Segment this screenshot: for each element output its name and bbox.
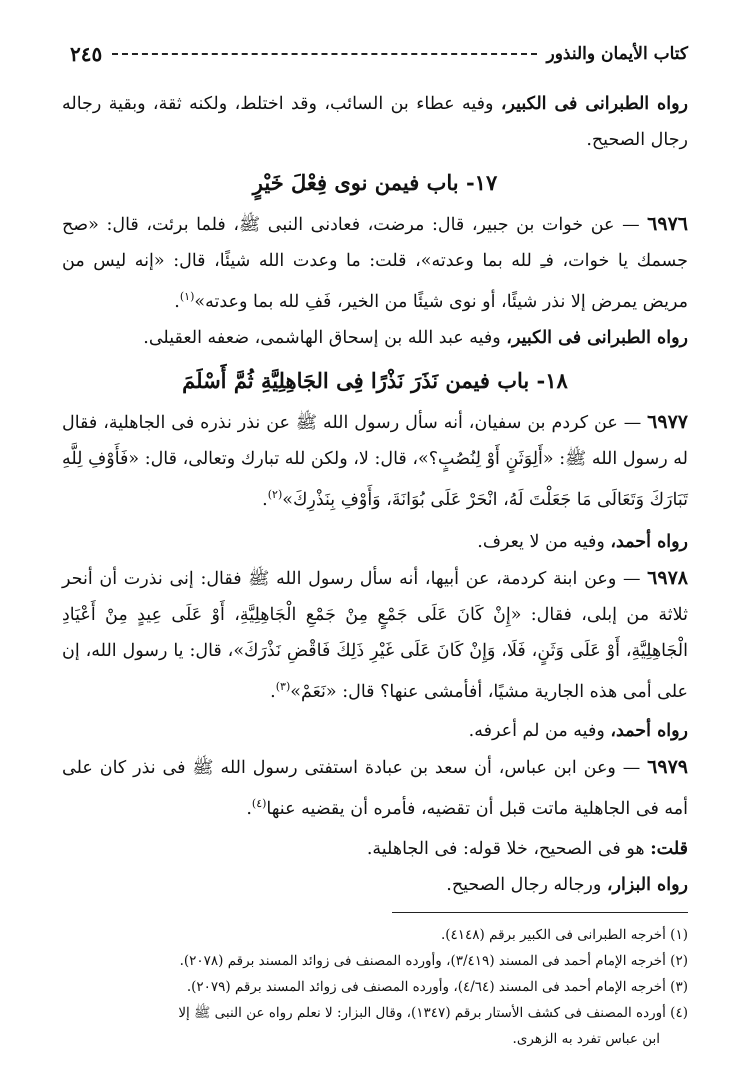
narrator-source: رواه أحمد،: [610, 721, 688, 742]
narrator-source: رواه البزار،: [606, 875, 688, 896]
footnote-separator: [392, 912, 688, 913]
author-remark: [62, 831, 688, 867]
narrator-source: رواه الطبرانى فى الكبير،: [506, 327, 688, 348]
footnote-ref: (٢): [267, 487, 283, 501]
hadith-number: ٦٩٧٨: [647, 566, 688, 589]
footnote-2: (٢) أخرجه الإمام أحمد فى المسند (٣/٤١٩)، وأورده المصنف فى زوائد المسند برقم (٢٠٧٨).: [179, 953, 688, 969]
footnote-3: (٣) أخرجه الإمام أحمد فى المسند (٤/٦٤)، وأورده المصنف فى زوائد المسند برقم (٢٠٧٩).: [186, 979, 688, 995]
hadith-text: — وعن ابن عباس، أن سعد بن عبادة استفتى رسول الله ﷺ فى نذر كان على أمه فى الجاهلية ماتت قبل أن تقضيه، فأمره أن يقضيه عنها: [62, 758, 688, 820]
narration-note: [62, 524, 688, 560]
hadith-6977: ٦٩٧٧ — عن كردم بن سفيان، أنه سأل رسول الله ﷺ عن نذر نذره فى الجاهلية، فقال له رسول الله ﷺ: «أَلِوَثَنٍ أَوْ لِنُصُبٍ؟»، قال: لا، ولكن لله تبارك وتعالى، قال: «فَأَوْفِ لِلَّهِ تَبَارَكَ وَتَعَالَى مَا جَعَلْتَ لَهُ، انْحَرْ عَلَى بُوَانَةَ، وَأَوْفِ بِنَذْرِكَ»$^{(٢)}$.: [62, 410, 688, 510]
narration-text: وفيه عطاء بن السائب، وقد اختلط، ولكنه ثقة، وبقية رجاله رجال الصحيح.: [62, 94, 688, 150]
narration-note: [62, 320, 688, 356]
remark-text: هو فى الصحيح، خلا قوله: فى الجاهلية.: [366, 839, 651, 860]
hadith-number: ٦٩٧٩: [647, 756, 688, 779]
main-text: [62, 86, 688, 903]
remark-label: قلت:: [650, 839, 688, 860]
footnotes: [40, 922, 688, 1052]
hadith-number: ٦٩٧٦: [647, 213, 688, 235]
narration-text: وفيه من لم أعرفه.: [468, 721, 611, 742]
chapter-heading-18: ١٨- باب فيمن نَذَرَ نَذْرًا فِى الجَاهِلِيَّةِ ثُمَّ أَسْلَمَ: [182, 367, 568, 393]
hadith-6979: ٦٩٧٩ — وعن ابن عباس، أن سعد بن عبادة استفتى رسول الله ﷺ فى نذر كان على أمه فى الجاهلية ماتت قبل أن تقضيه، فأمره أن يقضيه عنها$^{(٤)}$.: [62, 756, 688, 820]
hadith-text: — عن خوات بن جبير، قال: مرضت، فعادنى النبى ﷺ، فلما برئت، قال: «صح جسمك يا خوات، فـِ لله بما وعدته»، قلت: ما وعدت الله شيئًا، قال: «إنه ليس من مريض يمرض إلا نذر شيئًا، أو نوى شيئًا من الخير، فَفِ لله بما وعدته»: [62, 215, 688, 312]
narration-note: [62, 713, 688, 749]
hadith-text: — عن كردم بن سفيان، أنه سأل رسول الله ﷺ عن نذر نذره فى الجاهلية، فقال له رسول الله ﷺ: «أَلِوَثَنٍ أَوْ لِنُصُبٍ؟»، قال: لا، ولكن لله تبارك وتعالى، قال: «فَأَوْفِ لِلَّهِ تَبَارَكَ وَتَعَالَى مَا جَعَلْتَ لَهُ، انْحَرْ عَلَى بُوَانَةَ، وَأَوْفِ بِنَذْرِكَ»: [62, 412, 688, 510]
book-title: كتاب الأيمان والنذور: [546, 44, 688, 64]
chapter-heading-17: ١٧- باب فيمن نوى فِعْلَ خَيْرٍ: [252, 170, 498, 195]
footnote-ref: (٤): [251, 797, 267, 811]
narration-note: [62, 867, 688, 903]
hadith-6978: ٦٩٧٨ — وعن ابنة كردمة، عن أبيها، أنه سأل رسول الله ﷺ فقال: إنى نذرت أن أنحر ثلاثة من إبلى، فقال: «إِنْ كَانَ عَلَى جَمْعٍ مِنْ جَمْعِ الْجَاهِلِيَّةِ، أَوْ عَلَى عِيدٍ مِنْ أَعْيَادِ الْجَاهِلِيَّةِ، أَوْ عَلَى وَثَنٍ، فَلَا، وَإِنْ كَانَ عَلَى غَيْرِ ذَلِكَ فَاقْضِ نَذْرَكَ»، قال: يا رسول الله، إن على أمى هذه الجارية مشيًا، أفأمشى عنها؟ قال: «نَعَمْ»$^{(٣)}$.: [62, 566, 688, 702]
footnote-4-continued: ابن عباس تفرد به الزهرى.: [512, 1031, 660, 1047]
narration-text: وفيه عبد الله بن إسحاق الهاشمى، ضعفه العقيلى.: [143, 327, 507, 348]
narrator-source: رواه أحمد،: [610, 531, 688, 552]
footnote-ref: (١): [179, 290, 195, 303]
hadith-6976: ٦٩٧٦ — عن خوات بن جبير، قال: مرضت، فعادنى النبى ﷺ، فلما برئت، قال: «صح جسمك يا خوات، فـِ لله بما وعدته»، قلت: ما وعدت الله شيئًا، قال: «إنه ليس من مريض يمرض إلا نذر شيئًا، أو نوى شيئًا من الخير، فَفِ لله بما وعدته»$^{(١)}$.: [62, 213, 688, 312]
narration-text: وفيه من لا يعرف.: [477, 531, 611, 552]
footnote-1: (١) أخرجه الطبرانى فى الكبير برقم (٤١٤٨).: [440, 927, 688, 943]
narrator-source: رواه الطبرانى فى الكبير،: [500, 94, 688, 114]
header-dashed-rule: [112, 53, 536, 55]
narration-note: [62, 86, 688, 158]
footnote-4: (٤) أورده المصنف فى كشف الأستار برقم (١٣٤٧)، وقال البزار: لا نعلم رواه عن النبى ﷺ إلا: [178, 1005, 688, 1021]
footnote-ref: (٣): [275, 679, 291, 693]
hadith-number: ٦٩٧٧: [647, 410, 688, 433]
page-number: ٢٤٥: [70, 42, 103, 66]
running-header: [70, 38, 688, 70]
narration-text: ورجاله رجال الصحيح.: [446, 875, 607, 896]
hadith-text: — وعن ابنة كردمة، عن أبيها، أنه سأل رسول الله ﷺ فقال: إنى نذرت أن أنحر ثلاثة من إبلى، فقال: «إِنْ كَانَ عَلَى جَمْعٍ مِنْ جَمْعِ الْجَاهِلِيَّةِ، أَوْ عَلَى عِيدٍ مِنْ أَعْيَادِ الْجَاهِلِيَّةِ، أَوْ عَلَى وَثَنٍ، فَلَا، وَإِنْ كَانَ عَلَى غَيْرِ ذَلِكَ فَاقْضِ نَذْرَكَ»، قال: يا رسول الله، إن على أمى هذه الجارية مشيًا، أفأمشى عنها؟ قال: «نَعَمْ»: [62, 568, 688, 702]
